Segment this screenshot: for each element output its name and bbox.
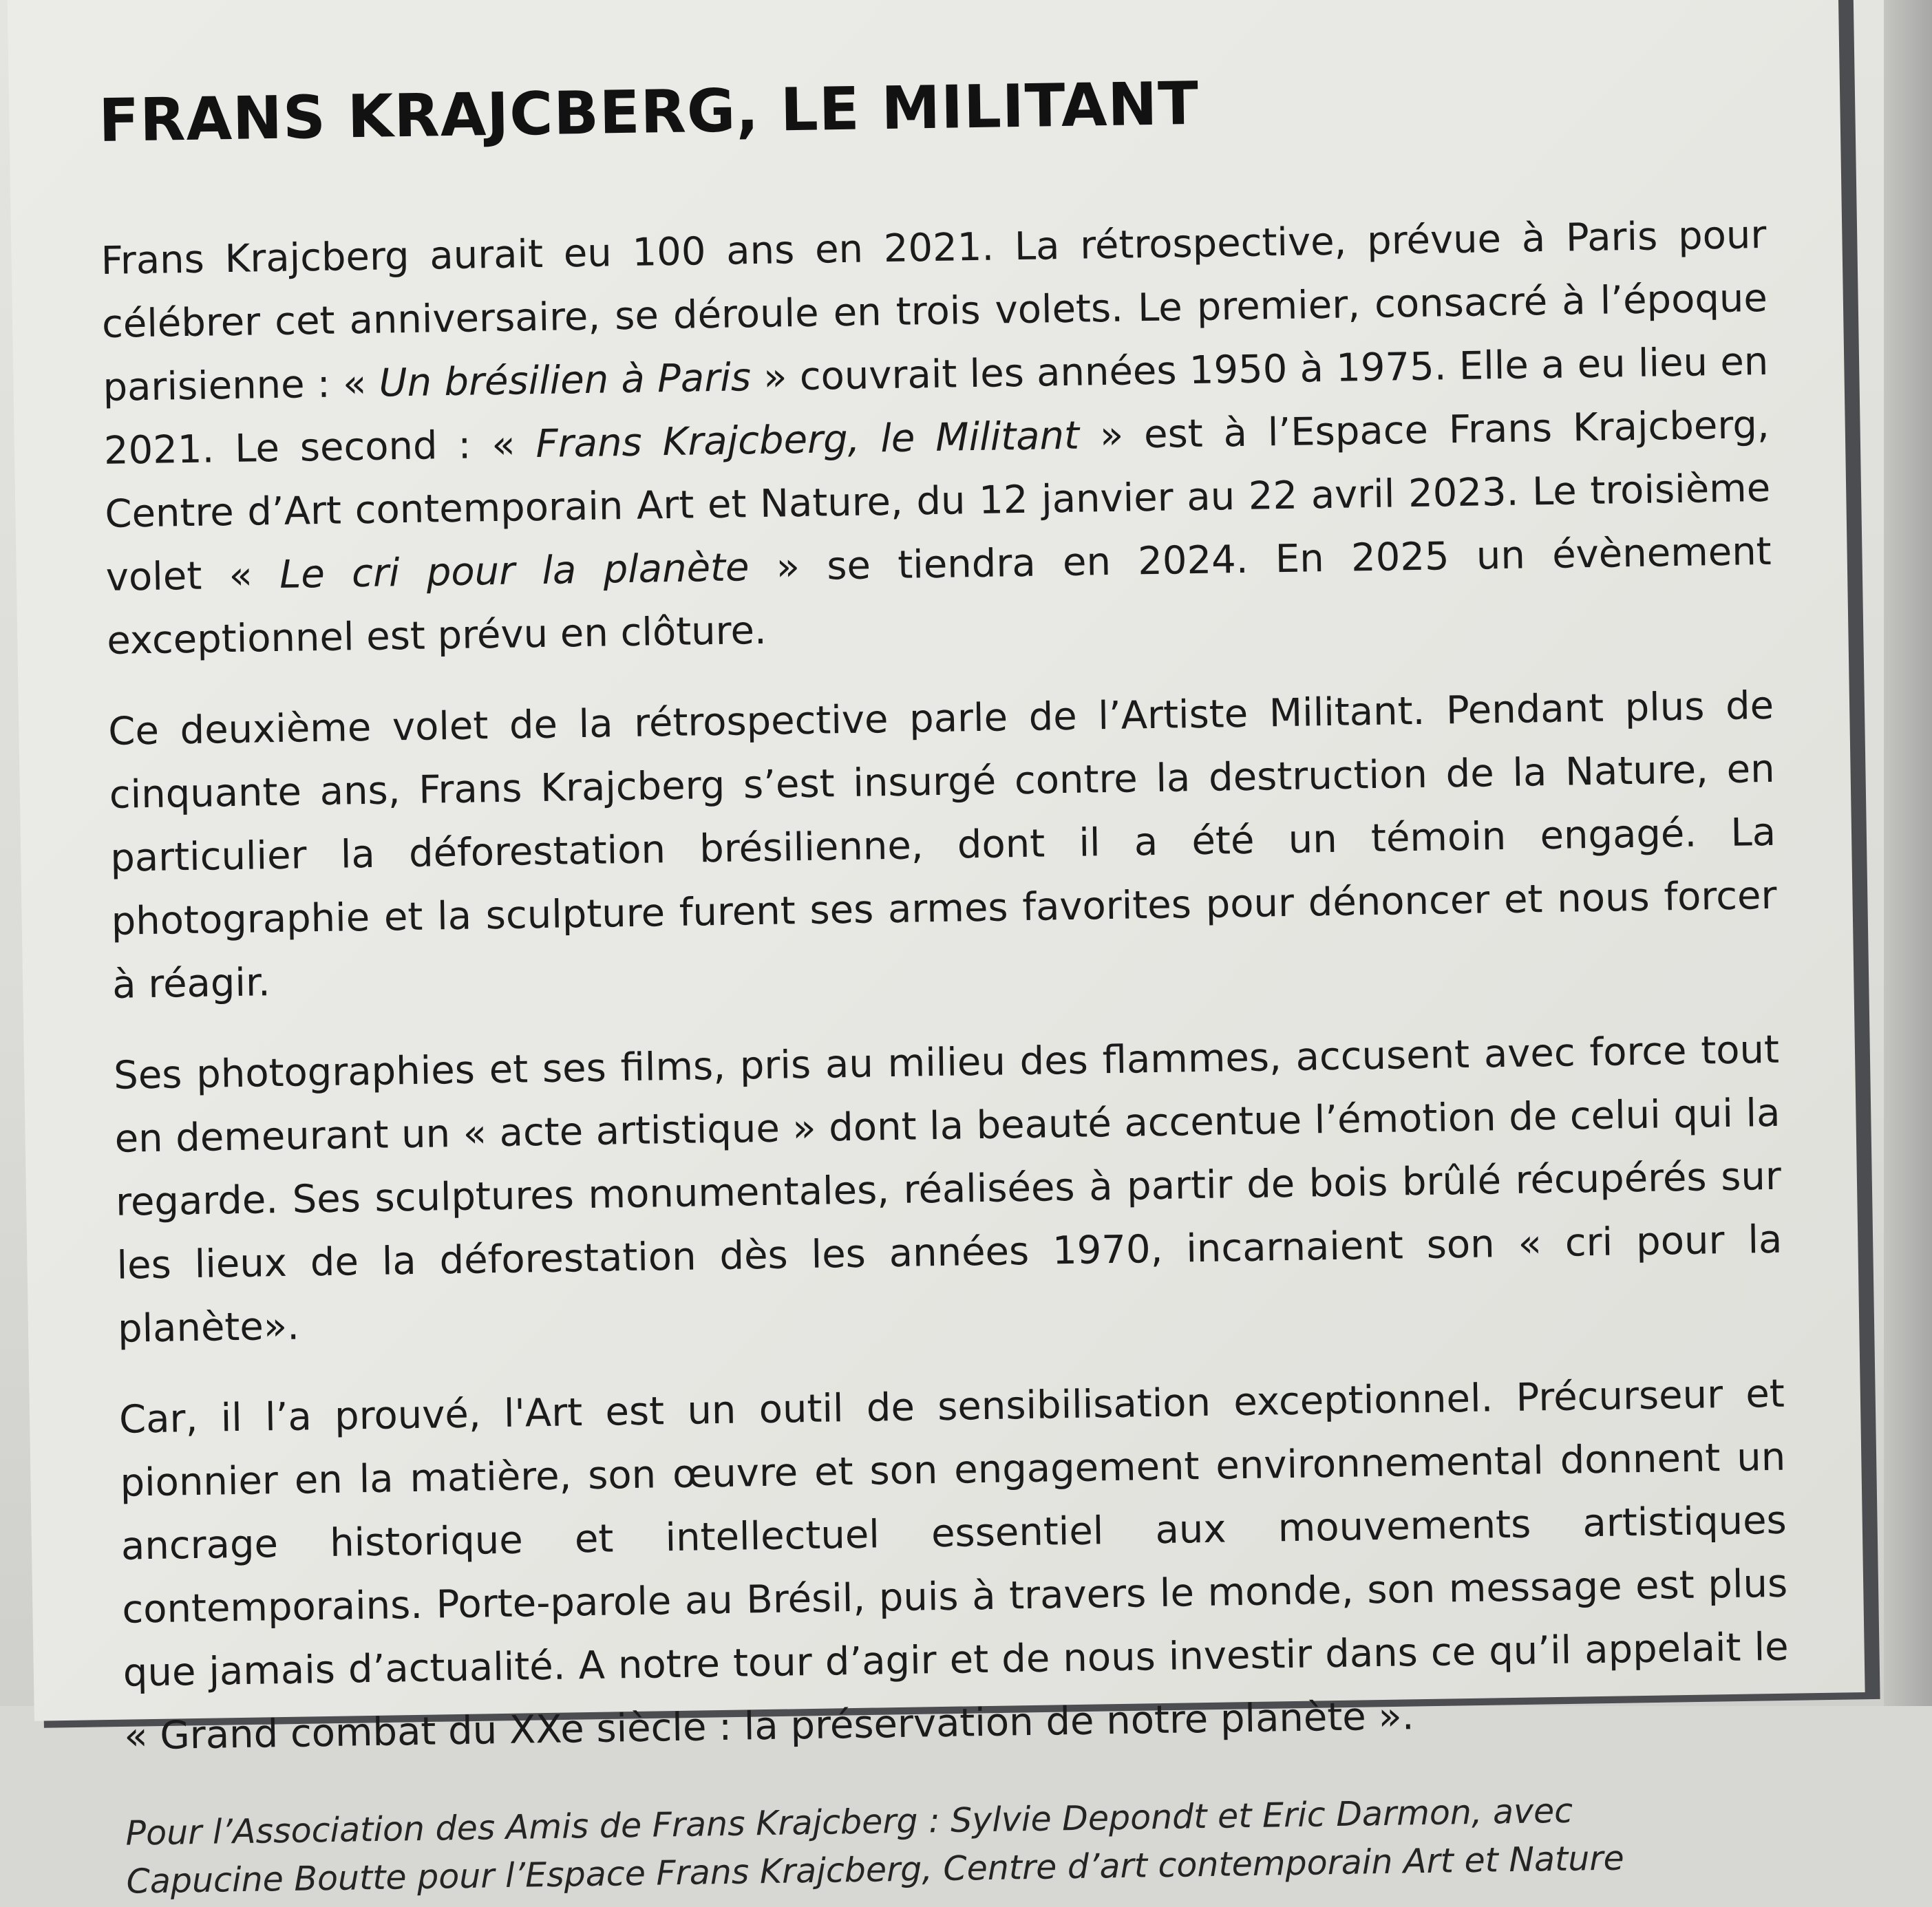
credit-line-2: Capucine Boutte pour l’Espace Frans Krajcberg, Centre d’art contemporain Art et Nature: [126, 1838, 1625, 1901]
second-volet-title: Frans Krajcberg, le Militant: [535, 413, 1080, 467]
first-volet-title: Un brésilien à Paris: [379, 354, 752, 406]
paragraph-1-intro: Frans Krajcberg aurait eu 100 ans en 2021. La rétrospective, prévue à Paris pour célébrer cet anniversaire, se déroule en trois volets. Le premier, consacré à l’époque parisienne : «: [100, 212, 1768, 410]
third-volet-title: Le cri pour la planète: [279, 544, 750, 597]
panel-title: FRANS KRAJCBERG, LE MILITANT: [98, 69, 1200, 156]
paragraph-retrospective: [100, 204, 1773, 673]
exhibition-text-panel: [7, 0, 1865, 1901]
paragraph-art-awareness: Car, il l’a prouvé, l'Art est un outil de sensibilisation exceptionnel. Précurseur et pionnier en la matière, son œuvre et son engagement environnemental donnent un ancrage historique et intellectuel essentiel aux mouvements artistiques contemporains. Porte-parole au Brésil, puis à travers le monde, son message est plus que jamais d’actualité. A notre tour d’agir et de nous investir dans ce qu’il appelait le « Grand combat du XXe siècle : la préservation de notre planète ».: [118, 1371, 1790, 1759]
paragraph-1-part2: » couvrait les années 1950 à 1975. Elle a eu lieu en 2021. Le second : «: [103, 339, 1769, 473]
paragraph-1-part3: » est à l’Espace Frans Krajcberg, Centre d’Art contemporain Art et Nature, du 12 janvier au 22 avril 2023. Le troisième volet «: [104, 402, 1771, 600]
paragraph-militant-artist: Ce deuxième volet de la rétrospective parle de l’Artiste Militant. Pendant plus de cinquante ans, Frans Krajcberg s’est insurgé contre la destruction de la Nature, en particulier la déforestation brésilienne, dont il a été un témoin engagé. La photographie et la sculpture furent ses armes favorites pour dénoncer et nous forcer à réagir.: [107, 683, 1777, 1008]
wall-edge: [1884, 0, 1932, 1706]
paragraph-photographs-sculptures: Ses photographies et ses films, pris au milieu des flammes, accusent avec force tout en demeurant un « acte artistique » dont la beauté accentue l’émotion de celui qui la regarde. Ses sculptures monumentales, réalisées à partir de bois brûlé récupérés sur les lieux de la déforestation dès les années 1970, incarnaient son « cri pour la planète».: [113, 1027, 1783, 1352]
credit-block: [125, 1783, 1792, 1906]
paragraph-1-part4: » se tiendra en 2024. En 2025 un évènement exceptionnel est prévu en clôture.: [106, 529, 1772, 663]
credit-line-1: Pour l’Association des Amis de Frans Krajcberg : Sylvie Depondt et Eric Darmon, avec: [125, 1791, 1573, 1853]
